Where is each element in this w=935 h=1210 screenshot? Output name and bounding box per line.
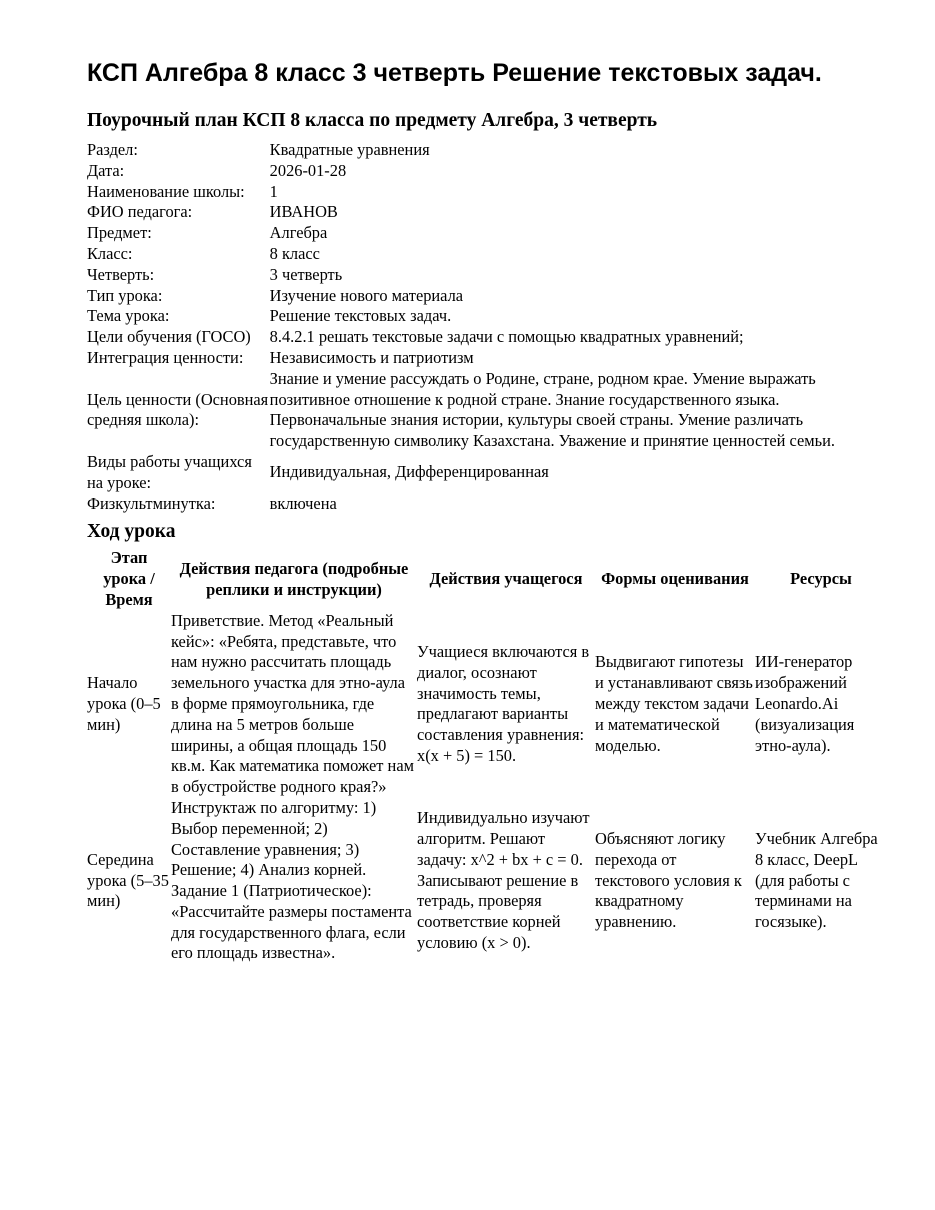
info-value: Изучение нового материала bbox=[269, 285, 464, 305]
info-key: Наименование школы: bbox=[87, 181, 245, 201]
info-value: 8.4.2.1 решать текстовые задачи с помощью квадратных уравнений; bbox=[269, 327, 744, 347]
info-key: Цели обучения (ГОСО) bbox=[87, 327, 251, 347]
info-key: Виды работы учащихся на уроке: bbox=[87, 451, 252, 492]
info-key: ФИО педагога: bbox=[87, 202, 193, 222]
info-row bbox=[87, 452, 887, 494]
info-row bbox=[87, 140, 887, 161]
info-key: Дата: bbox=[87, 160, 125, 180]
info-key: Физкультминутка: bbox=[87, 493, 216, 513]
info-row bbox=[87, 348, 887, 369]
info-row bbox=[87, 223, 887, 244]
info-value: 2026-01-28 bbox=[269, 160, 347, 180]
lesson-cell: Начало урока (0–5 мин) bbox=[87, 673, 161, 734]
info-key: Класс: bbox=[87, 243, 133, 263]
info-row bbox=[87, 244, 887, 265]
lesson-stage-row bbox=[87, 798, 887, 964]
info-row bbox=[87, 369, 887, 452]
info-value: включена bbox=[269, 493, 337, 513]
info-value: Решение текстовых задач. bbox=[269, 306, 452, 326]
info-value: Индивидуальная, Дифференцированная bbox=[269, 462, 549, 482]
lesson-info-table bbox=[87, 140, 887, 514]
lesson-cell: Учащиеся включаются в диалог, осознают значимость темы, предлагают варианты составления уравнения: x(x + 5) = 150. bbox=[417, 641, 590, 765]
info-value: 3 четверть bbox=[269, 264, 343, 284]
info-value: 1 bbox=[269, 181, 278, 201]
lesson-progress-table bbox=[87, 548, 887, 964]
info-value: Независимость и патриотизм bbox=[269, 347, 474, 367]
info-row bbox=[87, 306, 887, 327]
info-row bbox=[87, 202, 887, 223]
lesson-column-header: Формы оценивания bbox=[601, 569, 749, 589]
info-value: Квадратные уравнения bbox=[269, 140, 430, 159]
info-key: Интеграция ценности: bbox=[87, 347, 244, 367]
info-key: Раздел: bbox=[87, 140, 138, 159]
info-row bbox=[87, 265, 887, 286]
lesson-column-header: Этап урока / Время bbox=[103, 548, 155, 609]
info-key: Предмет: bbox=[87, 223, 152, 243]
plan-heading: Поурочный план КСП 8 класса по предмету Алгебра, 3 четверть bbox=[87, 110, 658, 131]
lesson-cell: Объясняют логику перехода от текстового условия к квадратному уравнению. bbox=[595, 829, 742, 932]
info-value: 8 класс bbox=[269, 243, 320, 263]
info-key: Тема урока: bbox=[87, 306, 170, 326]
info-row bbox=[87, 494, 887, 515]
lesson-cell: ИИ-генератор изображений Leonardo.Ai (визуализация этно-аула). bbox=[755, 652, 855, 755]
info-value: Знание и умение рассуждать о Родине, стране, родном крае. Умение выражать позитивное отношение к родной стране. Знание государственного языка. Первоначальные знания истории, культуры своей страны. Умение различать государственную символику Казахстана. Уважение и принятие ценностей семьи. bbox=[269, 368, 835, 451]
lesson-stage-row bbox=[87, 611, 887, 798]
info-value: Алгебра bbox=[269, 223, 328, 243]
lesson-cell: Учебник Алгебра 8 класс, DeepL (для работы с терминами на госязыке). bbox=[755, 829, 878, 932]
lesson-cell: Индивидуально изучают алгоритм. Решают задачу: x^2 + bx + c = 0. Записывают решение в тетрадь, проверяя соответствие корней условию (x > 0). bbox=[417, 808, 590, 953]
info-row bbox=[87, 327, 887, 348]
lesson-cell: Инструктаж по алгоритму: 1) Выбор переменной; 2) Составление уравнения; 3) Решение; 4) Анализ корней. Задание 1 (Патриотическое): «Рассчитайте размеры постамента для государственного флага, если его площадь известна». bbox=[171, 797, 412, 963]
info-value: ИВАНОВ bbox=[269, 202, 338, 222]
document-title: КСП Алгебра 8 класс 3 четверть Решение текстовых задач. bbox=[87, 59, 822, 87]
lesson-table-header-row bbox=[87, 548, 887, 610]
lesson-column-header: Действия педагога (подробные реплики и инструкции) bbox=[179, 558, 409, 599]
info-key: Четверть: bbox=[87, 264, 155, 284]
info-key: Тип урока: bbox=[87, 285, 163, 305]
lesson-cell: Середина урока (5–35 мин) bbox=[87, 849, 169, 911]
lesson-column-header: Ресурсы bbox=[790, 569, 852, 589]
info-key: Цель ценности (Основная средняя школа): bbox=[87, 389, 269, 430]
info-row bbox=[87, 161, 887, 182]
info-row bbox=[87, 286, 887, 307]
lesson-column-header: Действия учащегося bbox=[429, 569, 583, 589]
lesson-cell: Приветствие. Метод «Реальный кейс»: «Ребята, представьте, что нам нужно рассчитать площадь земельного участка для этно-аула в форме прямоугольника, где длина на 5 метров больше ширины, а общая площадь 150 кв.м. Как математика поможет нам в обустройстве родного края?» bbox=[171, 610, 414, 797]
lesson-cell: Выдвигают гипотезы и устанавливают связь между текстом задачи и математической моделью. bbox=[595, 652, 753, 755]
info-row bbox=[87, 182, 887, 203]
lesson-progress-heading: Ход урока bbox=[87, 521, 176, 543]
